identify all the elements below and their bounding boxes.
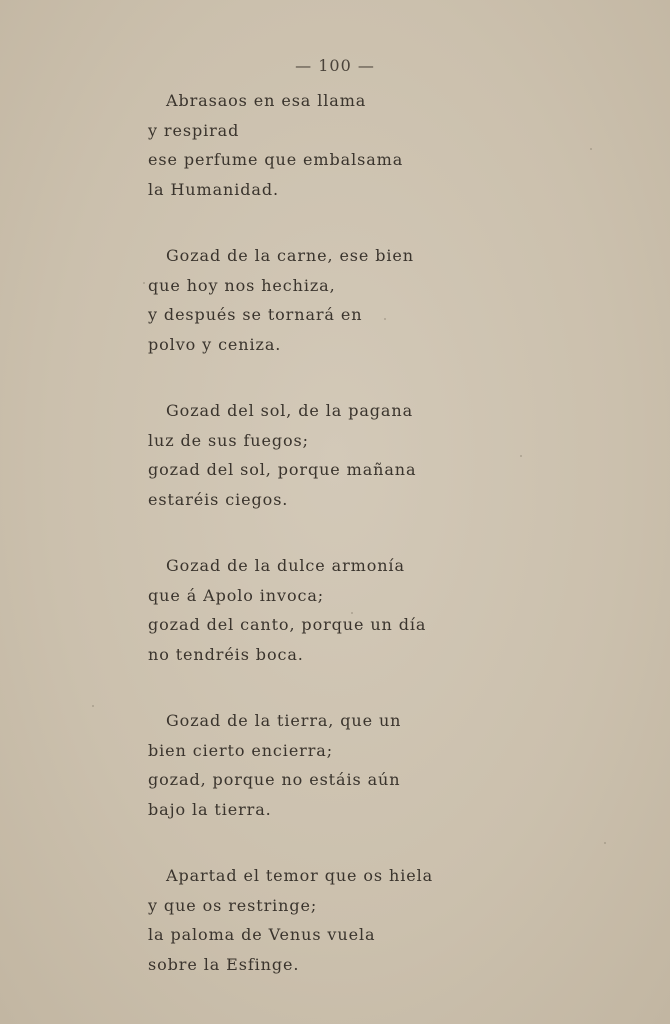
poem-line: gozad del sol, porque mañana — [148, 460, 417, 479]
stanza — [148, 396, 468, 514]
poem-line: sobre la Esfinge. — [148, 954, 300, 974]
stanza — [148, 706, 468, 824]
poem-line: luz de sus fuegos; — [148, 430, 309, 450]
paper-speck — [590, 148, 592, 150]
poem-line: Apartad el temor que os hiela — [166, 866, 434, 885]
poem-line: la Humanidad. — [148, 179, 279, 199]
poem-line: gozad, porque no estáis aún — [148, 770, 401, 789]
paper-speck — [604, 842, 606, 844]
page-number: — 100 — — [295, 56, 375, 75]
poem-line: Gozad de la dulce armonía — [166, 556, 405, 575]
poem-line: ese perfume que embalsama — [148, 150, 404, 169]
poem-line: polvo y ceniza. — [148, 334, 282, 354]
poem-line: la paloma de Venus vuela — [148, 925, 376, 944]
poem-line: gozad del canto, porque un día — [148, 615, 427, 634]
poem-line: que á Apolo invoca; — [148, 585, 325, 605]
poem-line: Abrasaos en esa llama — [166, 91, 367, 110]
poem-line: y después se tornará en — [148, 305, 363, 324]
poem-line: y respirad — [148, 120, 240, 140]
paper-speck — [92, 705, 94, 707]
stanza — [148, 861, 468, 979]
poem-line: y que os restringe; — [148, 895, 318, 915]
poem-line: estaréis ciegos. — [148, 489, 289, 509]
stanza — [148, 241, 468, 359]
poem-line: bien cierto encierra; — [148, 740, 334, 760]
stanza — [148, 86, 468, 204]
paper-speck — [143, 282, 145, 284]
poem-line: bajo la tierra. — [148, 799, 272, 819]
poem-line: Gozad de la carne, ese bien — [166, 246, 415, 265]
paper-speck — [520, 455, 522, 457]
poem-line: Gozad del sol, de la pagana — [166, 401, 414, 420]
poem — [148, 86, 468, 1016]
poem-line: que hoy nos hechiza, — [148, 275, 336, 295]
poem-line: Gozad de la tierra, que un — [166, 711, 402, 730]
poem-line: no tendréis boca. — [148, 644, 304, 664]
stanza — [148, 551, 468, 669]
